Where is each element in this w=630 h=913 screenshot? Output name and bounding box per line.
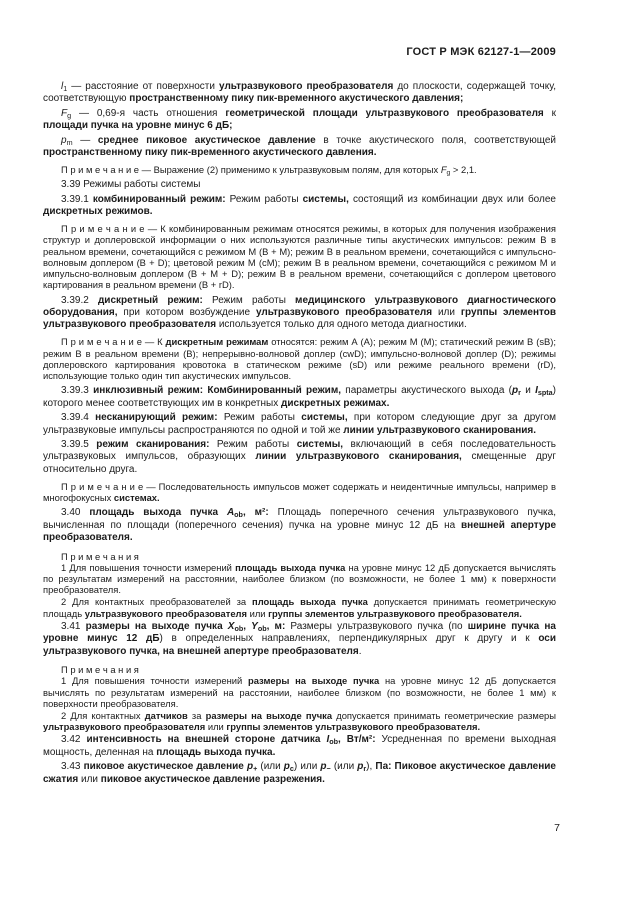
text-run: 2 Для контактных <box>61 710 145 721</box>
text-run: I <box>535 385 538 397</box>
text-run: размеры на выходе пучка <box>205 710 333 721</box>
text-run: к <box>543 107 557 119</box>
text-run: системы, <box>302 193 349 205</box>
text-run: площадь выхода пучка <box>252 596 368 608</box>
text-run: 3.39.3 <box>61 385 94 397</box>
text-run: оси ультразвукового пучка, на внешней апертуре преобразователя <box>43 633 556 657</box>
clause-3-42 <box>43 734 556 759</box>
text-run: — <box>72 134 98 146</box>
text-run: , м: <box>266 620 286 632</box>
clause-3-43 <box>43 761 556 786</box>
text-run: 3.39 Режимы работы системы <box>61 179 201 191</box>
text-run: Па: Пиковое акустическое давление сжатия <box>43 761 556 785</box>
text-run: Режим работы <box>202 294 296 306</box>
text-run: ширине пучка на уровне минус 12 дБ <box>43 620 556 645</box>
text-run: при котором следующие друг за другом ультразвуковые импульсы распространяются по одной и той же <box>43 412 557 436</box>
text-run: ) или <box>293 761 321 773</box>
note-3-41-1 <box>43 675 556 709</box>
text-run: линии ультразвукового сканирования, <box>255 451 462 463</box>
text-run: 3.39.5 <box>61 438 97 450</box>
text-run: p <box>512 385 519 397</box>
text-run: + <box>253 764 258 774</box>
text-run: допускается принимать геометрические размеры <box>332 710 557 721</box>
text-run: (или <box>330 761 358 773</box>
text-run: p <box>61 134 67 146</box>
text-run: Режим работы <box>225 193 303 205</box>
definition-l1 <box>43 81 556 106</box>
text-run: − <box>326 764 331 774</box>
text-run: группы элементов ультразвукового преобразователя. <box>268 607 522 619</box>
text-run: g <box>67 110 72 120</box>
text-run: > 2,1. <box>450 164 477 176</box>
text-run: параметры акустического выхода ( <box>341 385 513 397</box>
text-run: 1 Для повышения точности измерений <box>61 561 236 573</box>
text-run: П р и м е ч а н и я <box>61 550 139 562</box>
clause-3-39-5 <box>43 439 556 476</box>
text-run: площади пучка на уровне минус 6 дБ; <box>43 120 233 132</box>
text-run: пространственному пику пик-временного акустического давления. <box>43 147 377 159</box>
text-run: режим сканирования: <box>96 438 210 450</box>
note-3-39-1 <box>43 223 556 290</box>
text-run: или <box>247 607 269 619</box>
text-run: 2 Для контактных преобразователей за <box>61 596 253 608</box>
clause-3-39-4 <box>43 412 556 437</box>
text-run: П р и м е ч а н и е — К комбинированным режимам относятся режимы, в которых для получения изображения структур и доплеровской информации о них используются различные типы акустических импульсов: режим В в реальном времени, сочетающийся с режимом М (В + М); режим В в реальном времени, сочетающийся с импульсно-волновым доплером (В + D); цветовой режим М (сМ); режим В в реальном времени, сочетающийся с режимом М и импульсно-волновым доплером (В + М + D); режим В в реальном времени, сочетающийся с доплером цветового картирования в реальном времени (В + rD). <box>43 223 556 291</box>
text-run: Усредненная по времени выходная мощность, деленная на <box>43 734 556 758</box>
text-run: 3.40 <box>61 507 90 519</box>
section-3-39 <box>43 179 556 191</box>
text-run: ) которого менее соответствующих им в конкретных <box>43 385 556 409</box>
text-run: и <box>520 385 536 397</box>
text-run: за <box>187 710 206 721</box>
clause-3-40 <box>43 507 556 544</box>
text-run: 3.43 <box>61 761 84 773</box>
text-run: ob <box>257 623 267 633</box>
text-run: медицинского ультразвукового диагностического оборудования, <box>43 294 556 318</box>
note-3-40-1 <box>43 562 556 596</box>
text-run: или <box>78 773 101 785</box>
text-run: системы, <box>296 438 344 450</box>
text-run: смещенные друг относительно друга. <box>43 451 556 475</box>
text-run: l <box>61 81 64 92</box>
text-run: или <box>205 721 227 733</box>
note-3-39-5 <box>43 481 556 503</box>
text-run: относятся: режим А (А); режим М (М); статический режим В (sB); режим В в реальном времени (В); непрерывно-волновой доплер (cwD); импульсно-волновой доплер (D); режимы доплеровского картирования кровотока в статическом режиме (sD) или режиме реального времени (rD), использующие только один тип акустических импульсов. <box>43 336 556 381</box>
text-run: 3.42 <box>61 734 87 746</box>
text-run: r <box>518 387 521 397</box>
text-run: на уровне минус 12 дБ допускается вычислять по результатам измерений на расстоянии, наиболее близком (по возможности, не более 1 мм) к поверхности преобразователя. <box>43 561 556 596</box>
text-run: используется только для одного метода диагностики. <box>216 319 467 331</box>
text-run: A <box>226 507 235 519</box>
text-run: интенсивность на внешней стороне датчика <box>86 734 327 746</box>
text-run: или <box>432 306 461 318</box>
text-run: ) в определенных направлениях, перпендикулярных друг к другу и к <box>159 633 539 645</box>
text-run: 1 <box>63 83 68 93</box>
text-run: при котором возбуждение <box>117 306 256 318</box>
text-run: на уровне минус 12 дБ допускается вычислять по результатам измерений на расстоянии, наиболее близком (по возможности, не более 1 мм) к поверхности преобразователя. <box>43 675 556 709</box>
page-number: 7 <box>554 822 560 834</box>
text-run: 3.41 <box>61 620 86 632</box>
text-run: площадь выхода пучка <box>235 561 346 573</box>
text-run: — расстояние от поверхности <box>67 81 220 92</box>
text-run: , <box>243 620 252 632</box>
note-3-41-2 <box>43 710 556 732</box>
text-run: c <box>289 764 294 774</box>
text-run: группы элементов ультразвукового преобразователя. <box>226 721 481 733</box>
text-run: — 0,69-я часть отношения <box>71 107 226 119</box>
text-run: площадь выхода пучка. <box>156 746 276 758</box>
text-run: включающий в себя последовательность ультразвуковых импульсов, образующих <box>43 438 556 463</box>
text-run: системы, <box>301 412 348 424</box>
clause-3-39-1 <box>43 194 556 219</box>
text-run: пиковое акустическое давление разрежения. <box>100 773 325 785</box>
text-run: ob <box>234 510 243 520</box>
text-run: ультразвукового преобразователя <box>219 81 394 92</box>
text-run: F <box>440 164 447 176</box>
text-run: дискретных режимов. <box>43 206 153 218</box>
document-content <box>43 81 556 786</box>
text-run: среднее пиковое акустическое давление <box>97 134 316 146</box>
text-run: несканирующий режим: <box>95 412 218 424</box>
text-run: p <box>246 761 254 773</box>
text-run: дискретный режим: <box>97 294 203 306</box>
text-run: ob <box>234 623 244 633</box>
text-run: линии ультразвукового сканирования. <box>343 424 537 436</box>
note-expression-2 <box>43 164 556 175</box>
text-run: П р и м е ч а н и е — Выражение (2) применимо к ультразвуковым полям, для которых <box>61 164 441 176</box>
text-run: ультразвукового преобразователя <box>43 721 206 733</box>
text-run: (или <box>257 761 284 773</box>
text-run: П р и м е ч а н и е — К <box>61 336 166 348</box>
text-run: p <box>283 761 290 773</box>
text-run: , м²: <box>242 507 269 519</box>
notes-header-3-40 <box>43 551 556 562</box>
text-run: размеры на выходе пучка <box>248 675 380 687</box>
text-run: инклюзивный режим: Комбинированный режим, <box>93 385 341 397</box>
definition-fg <box>43 108 556 133</box>
text-run: комбинированный режим: <box>92 193 226 205</box>
text-run: Площадь поперечного сечения ультразвукового пучка, вычисленная по площади (поперечного сечения) пучка на уровне минус 12 дБ на <box>43 507 556 531</box>
text-run: 1 Для повышения точности измерений <box>61 675 248 687</box>
text-run: дискретным режимам <box>165 336 269 348</box>
text-run: состоящий из комбинации двух или более <box>348 193 556 205</box>
text-run: до плоскости, содержащей точку, соответствующую <box>43 81 556 105</box>
note-3-40-2 <box>43 596 556 618</box>
text-run: Y <box>251 620 258 632</box>
text-run: p <box>357 761 364 773</box>
text-run: геометрической площади ультразвукового преобразователя <box>225 107 544 119</box>
text-run: ультразвукового преобразователя <box>255 306 433 318</box>
text-run: системах. <box>113 492 160 504</box>
text-run: , Вт/м²: <box>338 734 376 746</box>
text-run: группы элементов ультразвукового преобразователя <box>43 306 557 331</box>
text-run: g <box>446 169 451 177</box>
text-run: . <box>358 645 362 657</box>
text-run: Режим работы <box>217 412 302 424</box>
text-run: ультразвукового преобразователя <box>84 607 247 619</box>
text-run: spta <box>537 387 553 397</box>
text-run: ob <box>329 737 339 747</box>
text-run: 3.39.4 <box>61 412 96 424</box>
clause-3-39-2 <box>43 295 556 332</box>
clause-3-39-3 <box>43 385 556 410</box>
text-run: размеры на выходе пучка <box>85 620 228 632</box>
text-run: допускается принимать геометрическую площадь <box>43 596 556 619</box>
text-run: m <box>66 137 73 147</box>
clause-3-41 <box>43 621 556 658</box>
note-3-39-2 <box>43 336 556 381</box>
text-run: в точке акустического поля, соответствующей <box>315 134 556 146</box>
text-run: пространственному пику пик-временного акустического давления; <box>129 93 464 105</box>
text-run: внешней апертуре преобразователя. <box>43 519 557 544</box>
text-run: p <box>320 761 327 773</box>
text-run: П р и м е ч а н и я <box>61 664 139 676</box>
text-run: 3.39.1 <box>61 193 93 205</box>
text-run: 3.39.2 <box>61 294 98 306</box>
text-run: датчиков <box>144 710 188 721</box>
document-header-title: ГОСТ Р МЭК 62127-1—2009 <box>406 46 556 58</box>
text-run: Размеры ультразвукового пучка (по <box>285 620 468 632</box>
text-run: площадь выхода пучка <box>89 507 227 519</box>
text-run: пиковое акустическое давление <box>83 761 247 773</box>
text-run: r <box>363 764 367 774</box>
text-run: дискретных режимах. <box>281 397 390 409</box>
notes-header-3-41 <box>43 664 556 675</box>
definition-pm <box>43 135 556 160</box>
text-run: F <box>61 107 68 119</box>
text-run: I <box>326 734 330 746</box>
text-run: Режим работы <box>209 438 297 450</box>
text-run: X <box>227 620 235 632</box>
text-run: П р и м е ч а н и е — Последовательность импульсов может содержать и неидентичные импульсы, например в многофокусных <box>43 480 556 504</box>
text-run: ), <box>366 761 376 773</box>
